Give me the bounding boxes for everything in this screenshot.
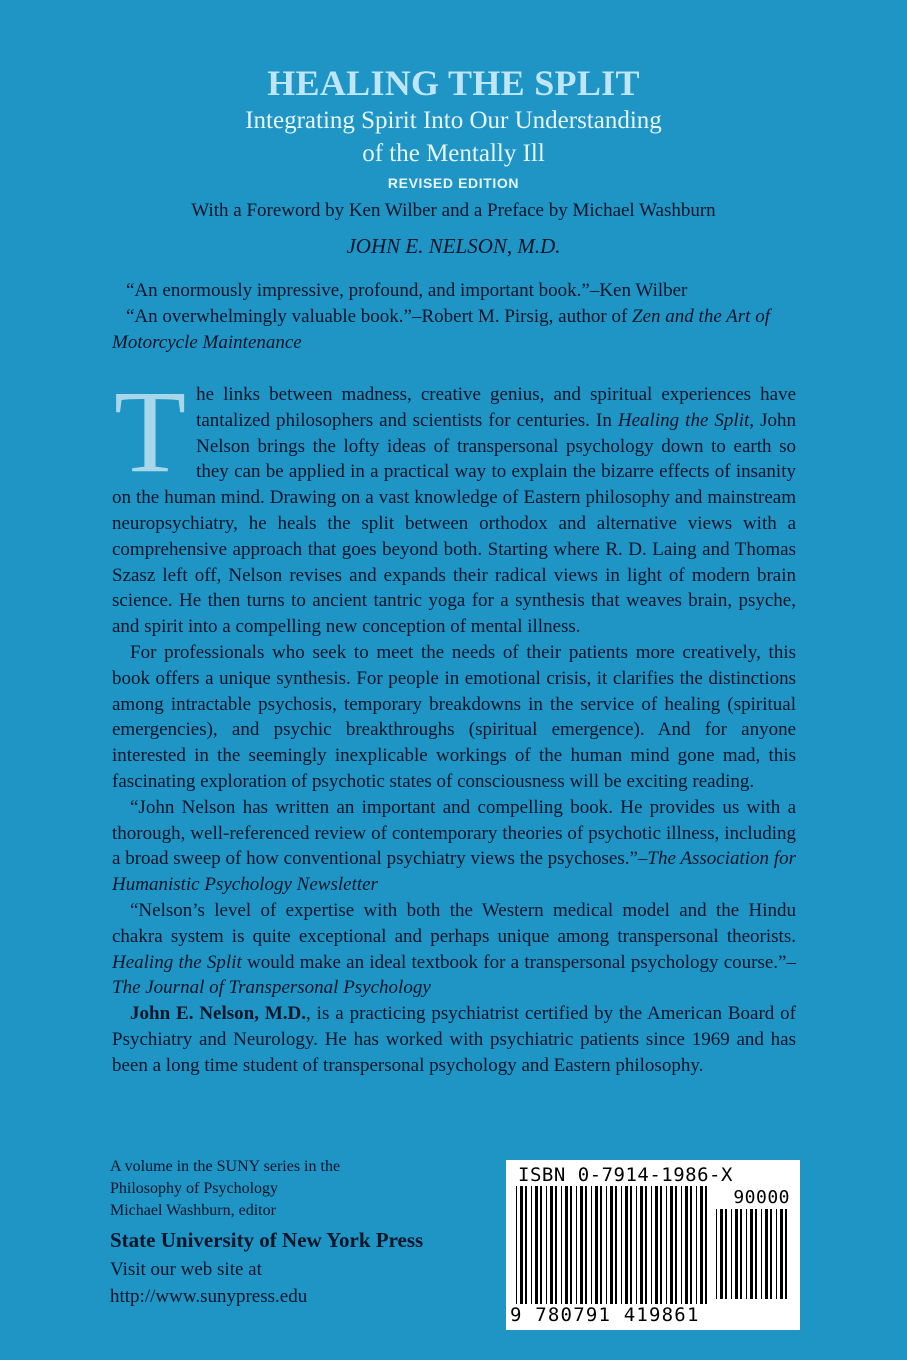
pirsig-quote-text: “An overwhelmingly valuable book.”–Robert M. Pirsig, author of: [126, 306, 633, 327]
barcode-bar: [550, 1186, 553, 1304]
barcode-bar: [516, 1186, 517, 1304]
barcode-ean-bars: [516, 1186, 712, 1308]
barcode-bar: [785, 1209, 787, 1299]
foreword-credit: With a Foreword by Ken Wilber and a Preface by Michael Washburn: [191, 200, 716, 221]
barcode-bar: [776, 1209, 777, 1299]
barcode-bar: [636, 1186, 637, 1304]
barcode-bar: [685, 1186, 688, 1304]
barcode-bar: [746, 1209, 747, 1299]
edition-label: REVISED EDITION: [387, 175, 520, 191]
barcode-bar: [600, 1186, 602, 1304]
barcode-bar: [660, 1186, 662, 1304]
barcode-bar: [725, 1209, 727, 1299]
drop-cap-letter: T: [114, 366, 187, 497]
review-ahp-source: The Association for Humanistic Psychology Newsletter: [112, 848, 797, 896]
barcode-bar: [546, 1186, 547, 1304]
author-name: JOHN E. NELSON, M.D.: [346, 234, 561, 258]
barcode-bar: [645, 1186, 647, 1304]
barcode-bar: [531, 1186, 532, 1304]
review-jtp-source: The Journal of Transpersonal Psychology: [112, 977, 431, 999]
barcode-bar: [570, 1186, 572, 1304]
series-line-3: Michael Washburn, editor: [110, 1202, 276, 1219]
review-ahp-text: “John Nelson has written an important and compelling book. He provides us with a thorough, well-referenced review of contemporary theories of psychotic illness, including a broad sweep of how conventional psychiatry views the psychoses.”–: [112, 796, 796, 870]
series-info: [110, 1156, 440, 1222]
review-jtp: [112, 898, 796, 1001]
review-ahp: [112, 795, 796, 898]
publisher-website: [110, 1256, 307, 1310]
barcode-bar: [595, 1186, 598, 1304]
barcode-bar: [615, 1186, 617, 1304]
barcode-bar: [770, 1209, 772, 1299]
barcode-bar: [585, 1186, 587, 1304]
description-body: [112, 366, 797, 1079]
publisher-name: State University of New York Press: [110, 1228, 424, 1252]
p1-book-title: Healing the Split: [617, 409, 750, 431]
barcode-panel: [506, 1160, 800, 1330]
barcode-bar: [640, 1186, 643, 1304]
barcode-bar: [520, 1186, 523, 1304]
barcode-bar: [731, 1209, 732, 1299]
barcode-bar: [561, 1186, 562, 1304]
barcode-bar: [591, 1186, 592, 1304]
barcode-bar: [655, 1186, 658, 1304]
barcode-bar: [696, 1186, 697, 1304]
website-intro: Visit our web site at: [110, 1259, 262, 1280]
series-line-1: A volume in the SUNY series in the: [110, 1158, 341, 1175]
barcode-bar: [765, 1209, 768, 1299]
barcode-bar: [670, 1186, 673, 1304]
barcode-bar: [705, 1186, 707, 1304]
p1-text-b: , John Nelson brings the lofty ideas of transpersonal psychology down to earth so they can be applied in a practical way to explain the bizarre effects of insanity on the human mind. Drawing on a vast knowledge of Eastern philosophy and mainstream neuropsychiatry, he heals the split between orthodox and alternative views with a comprehensive approach that goes beyond both. Starting where R. D. Laing and Thomas Szasz left off, Nelson revises and expands their radical views in light of modern brain science. He then turns to ancient tantric yoga for a synthesis that weaves brain, psyche, and spirit into a compelling new conception of mental illness.: [112, 409, 796, 638]
barcode-bar: [625, 1186, 628, 1304]
barcode-bar: [755, 1209, 757, 1299]
barcode-bar: [565, 1186, 568, 1304]
review-jtp-book-title: Healing the Split: [112, 951, 242, 973]
barcode-bar: [606, 1186, 607, 1304]
barcode-bar: [576, 1186, 577, 1304]
barcode-bar: [610, 1186, 613, 1304]
barcode-bar: [780, 1209, 783, 1299]
barcode-bar: [666, 1186, 667, 1304]
book-title: HEALING THE SPLIT: [267, 63, 640, 103]
barcode-bar: [540, 1186, 542, 1304]
barcode-bar: [675, 1186, 677, 1304]
barcode-bar: [535, 1186, 538, 1304]
barcode-bar: [720, 1209, 723, 1299]
barcode-bar: [651, 1186, 652, 1304]
book-subtitle: [0, 104, 907, 170]
barcode-bar: [525, 1186, 527, 1304]
praise-quote-pirsig: [112, 304, 802, 356]
author-bio-text: , is a practicing psychiatrist certified by the American Board of Psychiatry and Neurology. He has worked with psychiatric patients since 1969 and has been a long time student of transpersonal psychology and Eastern philosophy.: [112, 1003, 796, 1076]
barcode-bar: [690, 1186, 692, 1304]
subtitle-line-2: of the Mentally Ill: [362, 140, 545, 167]
subtitle-line-1: Integrating Spirit Into Our Understanding: [245, 107, 662, 134]
author-bio-name: John E. Nelson, M.D.: [130, 1003, 307, 1025]
ean-digits: 9 780791 419861: [510, 1304, 700, 1326]
barcode-bar: [630, 1186, 632, 1304]
barcode-bar: [681, 1186, 682, 1304]
barcode-bar: [580, 1186, 583, 1304]
praise-quote-wilber: “An enormously impressive, profound, and important book.”–Ken Wilber: [126, 280, 688, 301]
barcode-addon-bars: [716, 1209, 792, 1301]
author-bio: [112, 1001, 796, 1078]
isbn-number: ISBN 0-7914-1986-X: [518, 1164, 733, 1186]
website-url: http://www.sunypress.edu: [110, 1286, 308, 1307]
review-jtp-text-a: “Nelson’s level of expertise with both the Western medical model and the Hindu chakra system is quite exceptional and perhaps unique among transpersonal theorists.: [112, 899, 796, 947]
p1-text-a: he links between madness, creative genius, and spiritual experiences have tantalized philosophers and scientists for centuries. In: [196, 384, 796, 431]
description-paragraph-2: For professionals who seek to meet the needs of their patients more creatively, this book offers a unique synthesis. For people in emotional crisis, it clarifies the distinctions among intractable psychosis, temporary breakdowns in the service of healing (spiritual emergencies), and psychic breakthroughs (spiritual emergence). And for anyone interested in the seemingly inexplicable workings of the human mind gone mad, this fascinating exploration of psychotic states of consciousness will be exciting reading.: [112, 641, 796, 792]
barcode-bar: [735, 1209, 738, 1299]
barcode-bar: [716, 1209, 717, 1299]
barcode-bar: [740, 1209, 742, 1299]
barcode-bar: [700, 1186, 703, 1304]
description-paragraph-1: [112, 366, 796, 640]
series-line-2: Philosophy of Psychology: [110, 1180, 279, 1197]
pirsig-book-title: Zen and the Art of Motorcycle Maintenance: [112, 306, 770, 353]
price-code: 90000: [733, 1187, 790, 1208]
barcode-bar: [750, 1209, 753, 1299]
barcode-bar: [555, 1186, 557, 1304]
praise-quotes: [112, 278, 802, 356]
review-jtp-text-b: would make an ideal textbook for a transpersonal psychology course.”–: [241, 951, 796, 973]
barcode-bar: [761, 1209, 762, 1299]
barcode-bar: [621, 1186, 622, 1304]
